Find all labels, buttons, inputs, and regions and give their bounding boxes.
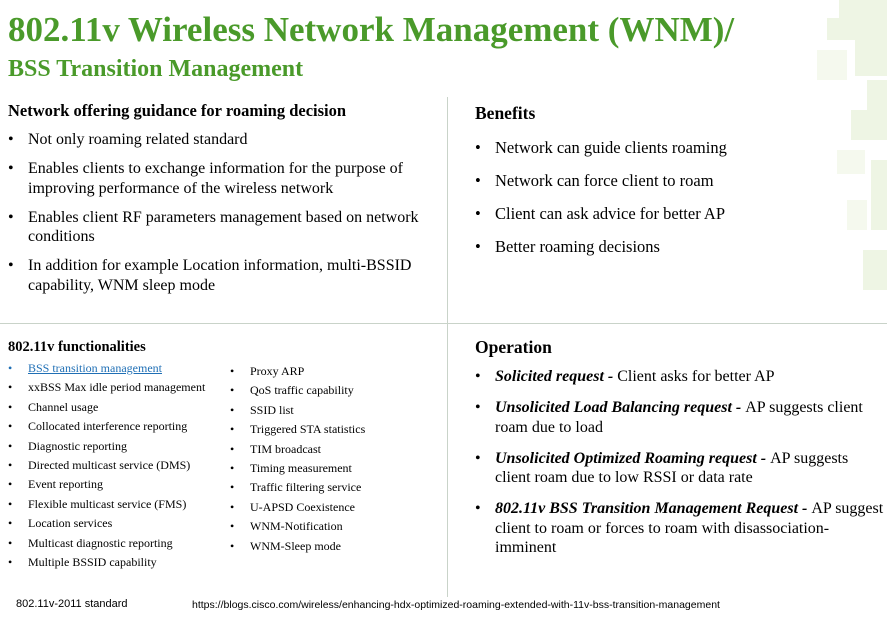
list-item: • Event reporting xyxy=(8,477,223,491)
list-item: • Collocated interference reporting xyxy=(8,419,223,433)
operation-desc: AP suggest client to roam or forces to roam with disassociation-imminent xyxy=(495,500,884,556)
vertical-divider xyxy=(447,97,448,597)
list-item: • Location services xyxy=(8,516,223,530)
benefits-list xyxy=(475,137,875,269)
operation-separator: - xyxy=(756,449,771,467)
list-item[interactable] xyxy=(8,361,223,375)
list-item: • Directed multicast service (DMS) xyxy=(8,458,223,472)
list-item: • Client can ask advice for better AP xyxy=(475,203,875,224)
list-item: • Not only roaming related standard xyxy=(8,130,438,150)
operation-desc: AP suggests client roam due to load xyxy=(495,399,863,436)
functionalities-heading: 802.11v functionalities xyxy=(8,339,146,355)
guidance-list xyxy=(8,130,438,305)
list-item: • xxBSS Max idle period management xyxy=(8,380,223,394)
list-item xyxy=(475,449,885,488)
slide-subtitle: BSS Transition Management xyxy=(8,56,304,82)
operation-heading: Operation xyxy=(475,337,552,357)
list-item: • Enables client RF parameters management based on network conditions xyxy=(8,208,438,247)
list-item xyxy=(475,499,885,558)
source-url-link[interactable]: https://blogs.cisco.com/wireless/enhancing-hdx-optimized-roaming-extended-with-11v-bss-transition-management xyxy=(192,599,720,611)
list-item: • Multiple BSSID capability xyxy=(8,555,223,569)
operation-desc: Client asks for better AP xyxy=(617,368,775,385)
operation-term: Unsolicited Optimized Roaming request xyxy=(495,449,757,467)
list-item: • Proxy ARP xyxy=(230,364,445,378)
operation-term: 802.11v BSS Transition Management Request xyxy=(495,500,799,517)
operation-term: Solicited request xyxy=(495,368,604,385)
list-item: • Triggered STA statistics xyxy=(230,422,445,436)
list-item: • Enables clients to exchange information for the purpose of improving performance of the wireless network xyxy=(8,159,438,198)
bss-transition-link[interactable]: BSS transition management xyxy=(28,361,162,375)
list-item: • In addition for example Location information, multi-BSSID capability, WNM sleep mode xyxy=(8,256,438,295)
list-item: • Better roaming decisions xyxy=(475,236,875,257)
operation-desc: AP suggests client roam due to low RSSI or data rate xyxy=(495,449,849,486)
guidance-heading: Network offering guidance for roaming decision xyxy=(8,101,347,120)
list-item: • QoS traffic capability xyxy=(230,383,445,397)
list-item: • Timing measurement xyxy=(230,461,445,475)
list-item: • Traffic filtering service xyxy=(230,480,445,494)
standard-label: 802.11v-2011 standard xyxy=(16,598,128,610)
horizontal-divider xyxy=(0,323,887,324)
functionalities-list-col2 xyxy=(230,364,445,558)
functionalities-list-col1 xyxy=(8,361,223,574)
list-item: • WNM-Notification xyxy=(230,519,445,533)
list-item: • WNM-Sleep mode xyxy=(230,539,445,553)
operation-separator: - xyxy=(603,368,618,385)
list-item: • Flexible multicast service (FMS) xyxy=(8,497,223,511)
list-item: • SSID list xyxy=(230,403,445,417)
list-item xyxy=(475,367,885,387)
operation-separator: - xyxy=(731,399,746,416)
list-item: • Multicast diagnostic reporting xyxy=(8,536,223,550)
list-item: • TIM broadcast xyxy=(230,442,445,456)
list-item: • Network can guide clients roaming xyxy=(475,137,875,158)
list-item xyxy=(475,398,885,437)
list-item: • Channel usage xyxy=(8,400,223,414)
list-item: • Network can force client to roam xyxy=(475,170,875,191)
list-item: • U-APSD Coexistence xyxy=(230,500,445,514)
benefits-heading: Benefits xyxy=(475,103,536,123)
operation-term: Unsolicited Load Balancing request xyxy=(495,399,732,416)
slide-title: 802.11v Wireless Network Management (WNM)/ xyxy=(8,10,735,49)
operation-list xyxy=(475,367,885,569)
operation-separator: - xyxy=(798,500,812,517)
list-item: • Diagnostic reporting xyxy=(8,439,223,453)
